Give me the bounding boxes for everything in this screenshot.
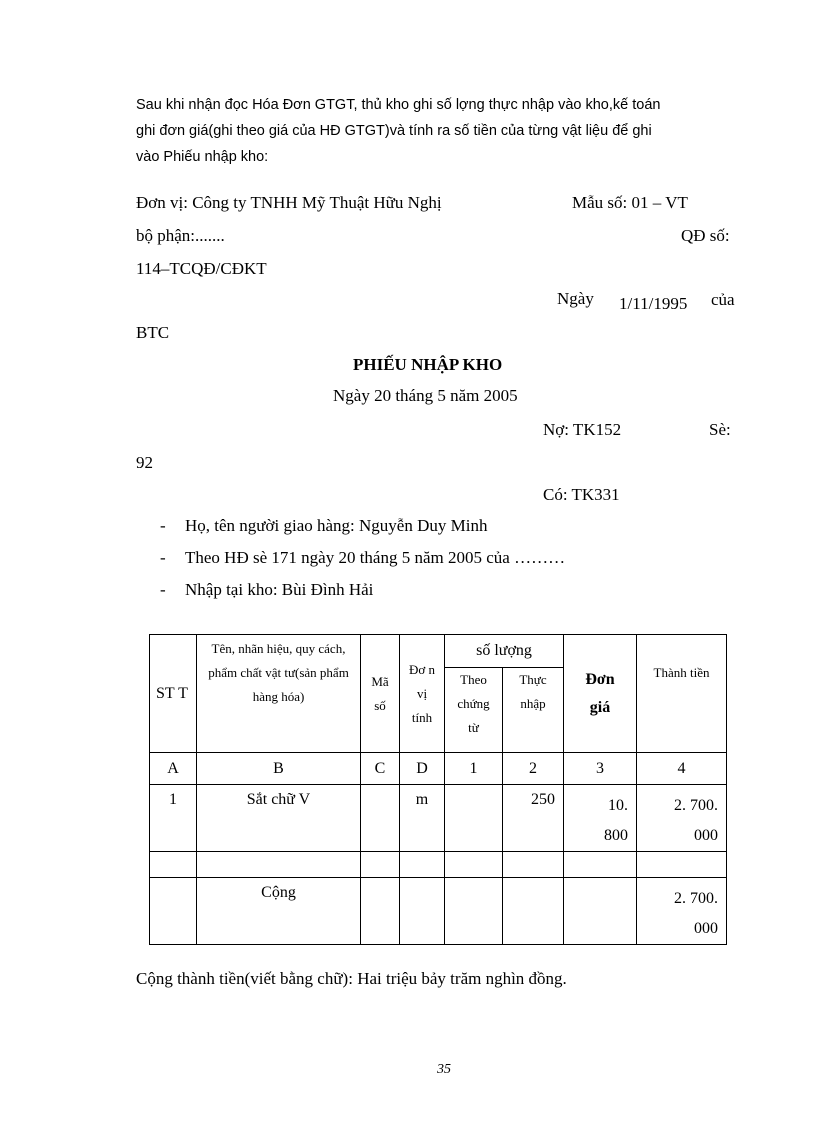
- amount-in-words: Cộng thành tiền(viết bằng chữ): Hai triệu bảy trăm nghìn đồng.: [136, 969, 567, 988]
- deliverer-name: Họ, tên người giao hàng: Nguyễn Duy Minh: [185, 516, 488, 535]
- slip-date: Ngày 20 tháng 5 năm 2005: [333, 386, 518, 405]
- number-value: 92: [136, 453, 153, 472]
- of-label: của: [711, 290, 735, 309]
- table-empty-row: [150, 852, 727, 878]
- header-code: Mã số: [361, 635, 400, 753]
- issuer: BTC: [136, 323, 170, 342]
- detail-list: [160, 516, 565, 612]
- decision-label: QĐ số:: [681, 226, 730, 245]
- row-name: Sắt chữ V: [197, 785, 361, 852]
- row-price: [564, 785, 637, 852]
- row-amount-line: 000: [694, 827, 718, 844]
- row-price-line: 10.: [608, 797, 628, 814]
- row-stt: 1: [150, 785, 197, 852]
- bullet-dash: -: [160, 548, 166, 567]
- row-price-line: 800: [604, 827, 628, 844]
- table-code-row: [150, 753, 727, 785]
- warehouse: Nhập tại kho: Bùi Đình Hải: [185, 580, 374, 599]
- code-cell: 4: [637, 753, 727, 785]
- list-item: [160, 516, 565, 548]
- date-label: Ngày: [557, 289, 594, 308]
- header-quantity: số lượng: [445, 635, 564, 668]
- credit-account: Có: TK331: [543, 485, 620, 504]
- decision-code: 114–TCQĐ/CĐKT: [136, 259, 267, 278]
- row-unit: m: [400, 785, 445, 852]
- list-item: [160, 580, 565, 612]
- unit-name: Đơn vị: Công ty TNHH Mỹ Thuật Hữu Nghị: [136, 193, 442, 212]
- bullet-dash: -: [160, 580, 166, 599]
- header-name: Tên, nhãn hiệu, quy cách, phẩm chất vật tư(sản phẩm hàng hóa): [197, 635, 361, 753]
- total-amount-line: 000: [694, 920, 718, 937]
- row-code: [361, 785, 400, 852]
- row-qty-doc: [445, 785, 503, 852]
- header-price: Đơn giá: [564, 635, 637, 753]
- header-stt: ST T: [150, 635, 197, 753]
- intro-paragraph: [136, 92, 660, 170]
- code-cell: 3: [564, 753, 637, 785]
- table-row: [150, 785, 727, 852]
- header-amount: Thành tiền: [637, 635, 727, 753]
- intro-line: Sau khi nhận đọc Hóa Đơn GTGT, thủ kho ghi số lợng thực nhập vào kho,kế toán: [136, 97, 661, 113]
- table-total-row: [150, 878, 727, 945]
- row-amount: [637, 785, 727, 852]
- total-label: Cộng: [197, 878, 361, 945]
- header-qty-doc: Theo chứng từ: [445, 668, 503, 753]
- department: bộ phận:.......: [136, 226, 225, 245]
- row-qty-actual: 250: [503, 785, 564, 852]
- code-cell: B: [197, 753, 361, 785]
- code-cell: D: [400, 753, 445, 785]
- code-cell: C: [361, 753, 400, 785]
- bullet-dash: -: [160, 516, 166, 535]
- invoice-reference: Theo HĐ sè 171 ngày 20 tháng 5 năm 2005 của ………: [185, 548, 566, 567]
- header-qty-actual: Thực nhập: [503, 668, 564, 753]
- number-label: Sè:: [709, 420, 731, 439]
- code-cell: 1: [445, 753, 503, 785]
- code-cell: A: [150, 753, 197, 785]
- row-amount-line: 2. 700.: [674, 797, 718, 814]
- page-number: 35: [437, 1062, 451, 1077]
- intro-line: ghi đơn giá(ghi theo giá của HĐ GTGT)và tính ra số tiền của từng vật liệu để ghi: [136, 123, 652, 139]
- receipt-table: [149, 634, 727, 945]
- debit-account: Nợ: TK152: [543, 420, 622, 439]
- date-value: 1/11/1995: [619, 294, 688, 313]
- form-number: Mẫu số: 01 – VT: [572, 193, 688, 212]
- page-title: PHIẾU NHẬP KHO: [353, 355, 503, 374]
- code-cell: 2: [503, 753, 564, 785]
- total-amount-line: 2. 700.: [674, 890, 718, 907]
- total-amount: [637, 878, 727, 945]
- intro-line: vào Phiếu nhập kho:: [136, 149, 269, 165]
- list-item: [160, 548, 565, 580]
- table-header-row: [150, 635, 727, 668]
- header-unit: Đơ n vị tính: [400, 635, 445, 753]
